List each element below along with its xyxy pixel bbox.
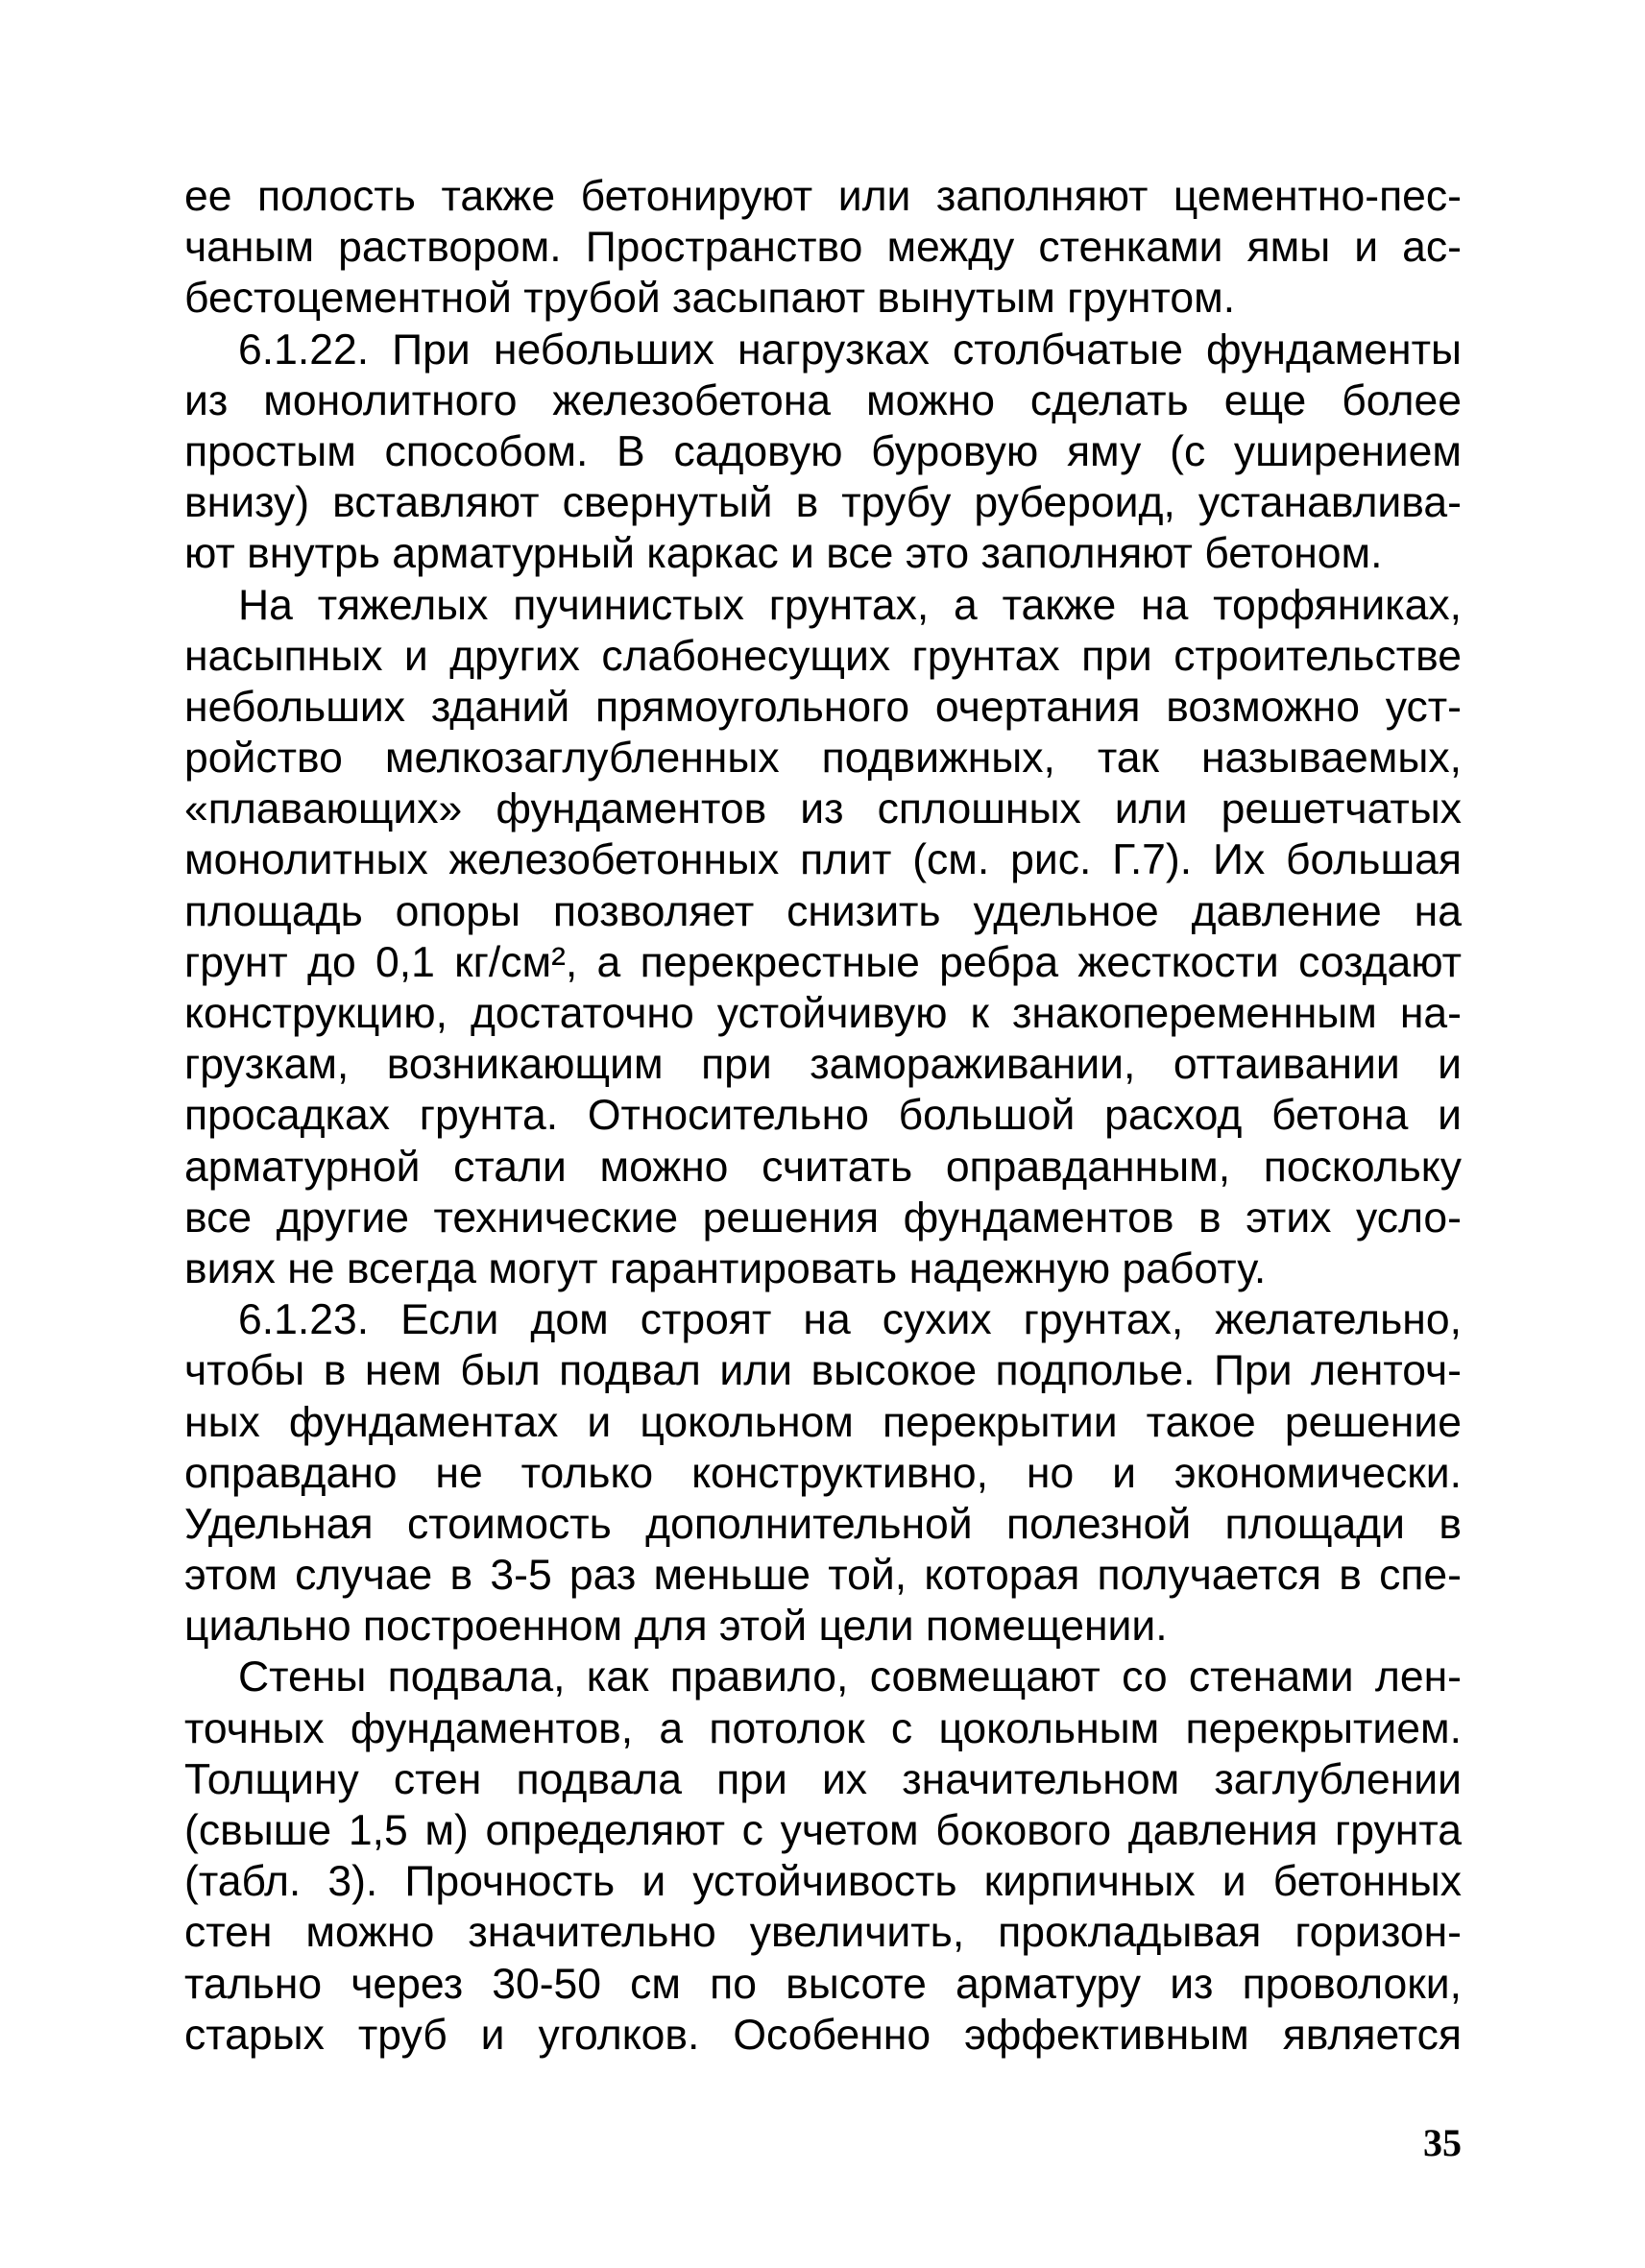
text-line: ных фундаментах и цокольном перекрытии такое решение — [184, 1398, 1462, 1446]
text-line: Удельная стоимость дополнительной полезной площади в — [184, 1500, 1462, 1548]
text-line: внизу) вставляют свернутый в трубу рубероид, устанавлива- — [184, 479, 1462, 527]
text-line: точных фундаментов, а потолок с цокольным перекрытием. — [184, 1704, 1462, 1752]
text-line: тально через 30-50 см по высоте арматуру из проволоки, — [184, 1960, 1462, 2008]
text-line: ройство мелкозаглубленных подвижных, так называемых, — [184, 735, 1462, 783]
text-line: конструкцию, достаточно устойчивую к знакопеременным на- — [184, 990, 1462, 1037]
text-line: чаным раствором. Пространство между стенками ямы и ас- — [184, 224, 1462, 272]
text-line: На тяжелых пучинистых грунтах, а также на торфяниках, — [238, 581, 1462, 629]
text-line: грунт до 0,1 кг/см², а перекрестные ребра жесткости создают — [184, 938, 1462, 986]
text-line: стен можно значительно увеличить, прокладывая горизон- — [184, 1909, 1462, 1957]
text-line: все другие технические решения фундаментов в этих усло- — [184, 1194, 1462, 1242]
paragraph — [184, 1652, 1462, 2061]
paragraph — [184, 171, 1462, 325]
text-line: 6.1.22. При небольших нагрузках столбчатые фундаменты — [238, 326, 1462, 374]
text-line: циально построенном для этой цели помещении. — [184, 1603, 1168, 1651]
text-line: 6.1.23. Если дом строят на сухих грунтах, желательно, — [238, 1296, 1462, 1344]
text-line: Стены подвала, как правило, совмещают со стенами лен- — [238, 1653, 1462, 1701]
text-line: ее полость также бетонируют или заполняют цементно-пес- — [184, 173, 1462, 220]
text-line: площадь опоры позволяет снизить удельное давление на — [184, 887, 1462, 935]
text-line: просадках грунта. Относительно большой расход бетона и — [184, 1092, 1462, 1140]
text-line: из монолитного железобетона можно сделать еще более — [184, 376, 1462, 424]
page-number: 35 — [1423, 2121, 1462, 2164]
text-line: насыпных и других слабонесущих грунтах при строительстве — [184, 632, 1462, 680]
text-line: простым способом. В садовую буровую яму (с уширением — [184, 427, 1462, 475]
paragraph — [184, 325, 1462, 580]
text-line: грузкам, возникающим при замораживании, оттаивании и — [184, 1041, 1462, 1089]
paragraph — [184, 580, 1462, 1295]
text-line: бестоцементной трубой засыпают вынутым грунтом. — [184, 275, 1236, 323]
text-line: «плавающих» фундаментов из сплошных или решетчатых — [184, 785, 1462, 833]
text-line: арматурной стали можно считать оправданным, поскольку — [184, 1143, 1462, 1191]
text-line: ют внутрь арматурный каркас и все это заполняют бетоном. — [184, 530, 1383, 578]
body-text — [184, 171, 1462, 2061]
text-line: (табл. 3). Прочность и устойчивость кирпичных и бетонных — [184, 1858, 1462, 1906]
text-line: Толщину стен подвала при их значительном заглублении — [184, 1755, 1462, 1803]
paragraph — [184, 1294, 1462, 1652]
text-line: монолитных железобетонных плит (см. рис. Г.7). Их большая — [184, 836, 1462, 884]
text-line: небольших зданий прямоугольного очертания возможно уст- — [184, 683, 1462, 731]
text-line: старых труб и уголков. Особенно эффективным является — [184, 2011, 1462, 2059]
text-line: (свыше 1,5 м) определяют с учетом бокового давления грунта — [184, 1807, 1462, 1854]
text-line: оправдано не только конструктивно, но и экономически. — [184, 1449, 1462, 1497]
text-line: чтобы в нем был подвал или высокое подполье. При ленточ- — [184, 1347, 1462, 1395]
text-line: этом случае в 3-5 раз меньше той, которая получается в спе- — [184, 1552, 1462, 1600]
text-line: виях не всегда могут гарантировать надежную работу. — [184, 1244, 1267, 1292]
